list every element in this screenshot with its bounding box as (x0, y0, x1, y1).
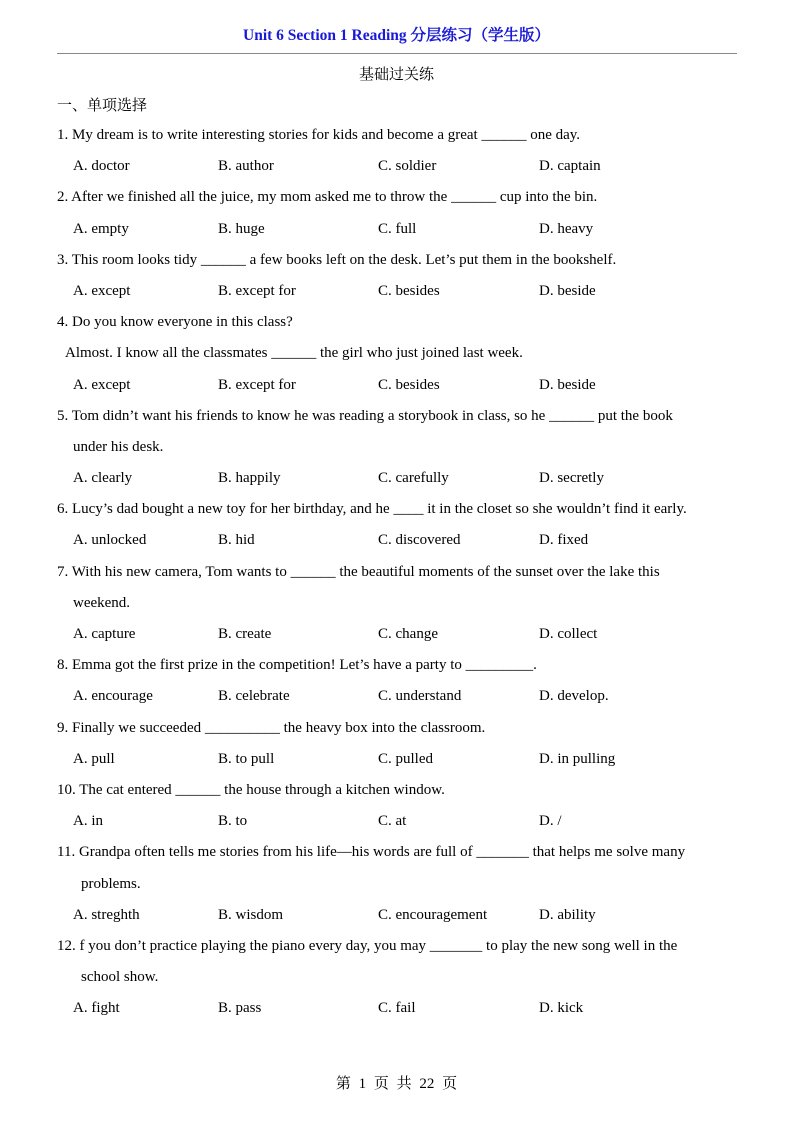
option-c: C. pulled (378, 750, 433, 767)
option-b: B. celebrate (218, 688, 290, 705)
option-a: A. except (73, 376, 131, 393)
option-d: D. ability (539, 906, 596, 923)
part-title: 一、单项选择 (57, 98, 148, 114)
option-c: C. soldier (378, 158, 437, 175)
option-d: D. secretly (539, 470, 604, 487)
option-b: B. hid (218, 532, 255, 549)
answer-options (57, 151, 747, 182)
option-c: C. besides (378, 282, 440, 299)
option-b: B. pass (218, 1000, 262, 1017)
option-c: C. carefully (378, 470, 449, 487)
question-text: 10. The cat entered ______ the house through a kitchen window. (57, 781, 445, 798)
question-12 (57, 931, 747, 1025)
question-list (57, 120, 747, 1024)
option-a: A. unlocked (73, 532, 147, 549)
option-c: C. change (378, 626, 438, 642)
question-3 (57, 245, 747, 307)
option-a: A. doctor (73, 158, 130, 175)
question-text: 3. This room looks tidy ______ a few books left on the desk. Let’s put them in the bookshelf. (57, 251, 617, 268)
question-text: 5. Tom didn’t want his friends to know he was reading a storybook in class, so he ______ put the book (57, 407, 673, 424)
option-c: C. besides (378, 376, 440, 393)
answer-options (57, 525, 747, 556)
option-b: B. to pull (218, 750, 275, 767)
option-c: C. discovered (378, 532, 461, 549)
option-a: A. capture (73, 626, 136, 642)
option-c: C. encouragement (378, 906, 488, 923)
question-4 (57, 307, 747, 401)
option-d: D. develop. (539, 688, 609, 705)
option-b: B. author (218, 158, 274, 175)
answer-options (57, 744, 747, 775)
question-2 (57, 182, 747, 244)
question-text-continued: under his desk. (73, 438, 164, 455)
question-9 (57, 713, 747, 775)
option-a: A. except (73, 282, 131, 299)
question-text-continued: school show. (81, 969, 159, 986)
option-a: A. pull (73, 750, 115, 767)
option-d: D. beside (539, 282, 596, 299)
option-c: C. full (378, 220, 417, 237)
option-a: A. empty (73, 220, 129, 237)
answer-options (57, 993, 747, 1024)
option-c: C. understand (378, 688, 462, 705)
option-b: B. happily (218, 470, 281, 487)
option-c: C. fail (378, 1000, 416, 1017)
question-5 (57, 401, 747, 495)
option-a: A. fight (73, 1000, 120, 1017)
question-10 (57, 775, 747, 837)
option-b: B. wisdom (218, 906, 284, 923)
question-text: 4. Do you know everyone in this class? (57, 314, 293, 331)
section-heading: 基础过关练 (358, 67, 434, 83)
option-d: D. / (539, 813, 562, 830)
option-a: A. clearly (73, 470, 133, 487)
header-divider (57, 53, 737, 54)
option-b: B. except for (218, 282, 296, 299)
option-d: D. in pulling (539, 750, 616, 767)
option-b: B. huge (218, 220, 265, 237)
answer-options (57, 900, 747, 931)
question-text: 8. Emma got the first prize in the competition! Let’s have a party to _________. (57, 657, 537, 674)
option-d: D. fixed (539, 532, 589, 549)
option-a: A. in (73, 813, 103, 830)
option-b: B. to (218, 813, 248, 830)
answer-options (57, 214, 747, 245)
option-d: D. beside (539, 376, 596, 393)
question-6 (57, 494, 747, 556)
option-c: C. at (378, 813, 407, 830)
question-text: 1. My dream is to write interesting stories for kids and become a great ______ one day. (57, 127, 581, 143)
question-text: 12. f you don’t practice playing the piano every day, you may _______ to play the new song well in the (57, 937, 678, 954)
option-d: D. kick (539, 1000, 584, 1017)
question-7 (57, 557, 747, 651)
document-title: Unit 6 Section 1 Reading 分层练习（学生版） (243, 27, 550, 44)
answer-options (57, 806, 747, 837)
question-text: 6. Lucy’s dad bought a new toy for her birthday, and he ____ it in the closet so she wouldn’t find it early. (57, 501, 687, 518)
option-d: D. collect (539, 626, 598, 642)
option-b: B. create (218, 626, 272, 642)
question-1 (57, 120, 747, 182)
answer-options (57, 681, 747, 712)
question-text: 11. Grandpa often tells me stories from his life—his words are full of _______ that helps me solve many (57, 844, 686, 861)
option-b: B. except for (218, 376, 296, 393)
page-footer: 第 1 页 共 22 页 (335, 1076, 458, 1092)
answer-options (57, 276, 747, 307)
question-11 (57, 837, 747, 931)
option-d: D. heavy (539, 220, 594, 237)
question-text: 7. With his new camera, Tom wants to ______ the beautiful moments of the sunset over the lake this (57, 563, 660, 580)
answer-options (57, 619, 747, 650)
question-8 (57, 650, 747, 712)
question-text-continued: problems. (81, 875, 141, 892)
answer-options (57, 463, 747, 494)
option-a: A. encourage (73, 688, 153, 705)
option-d: D. captain (539, 158, 601, 175)
option-a: A. streghth (73, 906, 140, 923)
question-text-continued: Almost. I know all the classmates ______ the girl who just joined last week. (65, 345, 523, 362)
question-text-continued: weekend. (73, 594, 131, 611)
answer-options (57, 370, 747, 401)
question-text: 2. After we finished all the juice, my mom asked me to throw the ______ cup into the bin. (57, 189, 598, 206)
question-text: 9. Finally we succeeded __________ the heavy box into the classroom. (57, 719, 486, 736)
